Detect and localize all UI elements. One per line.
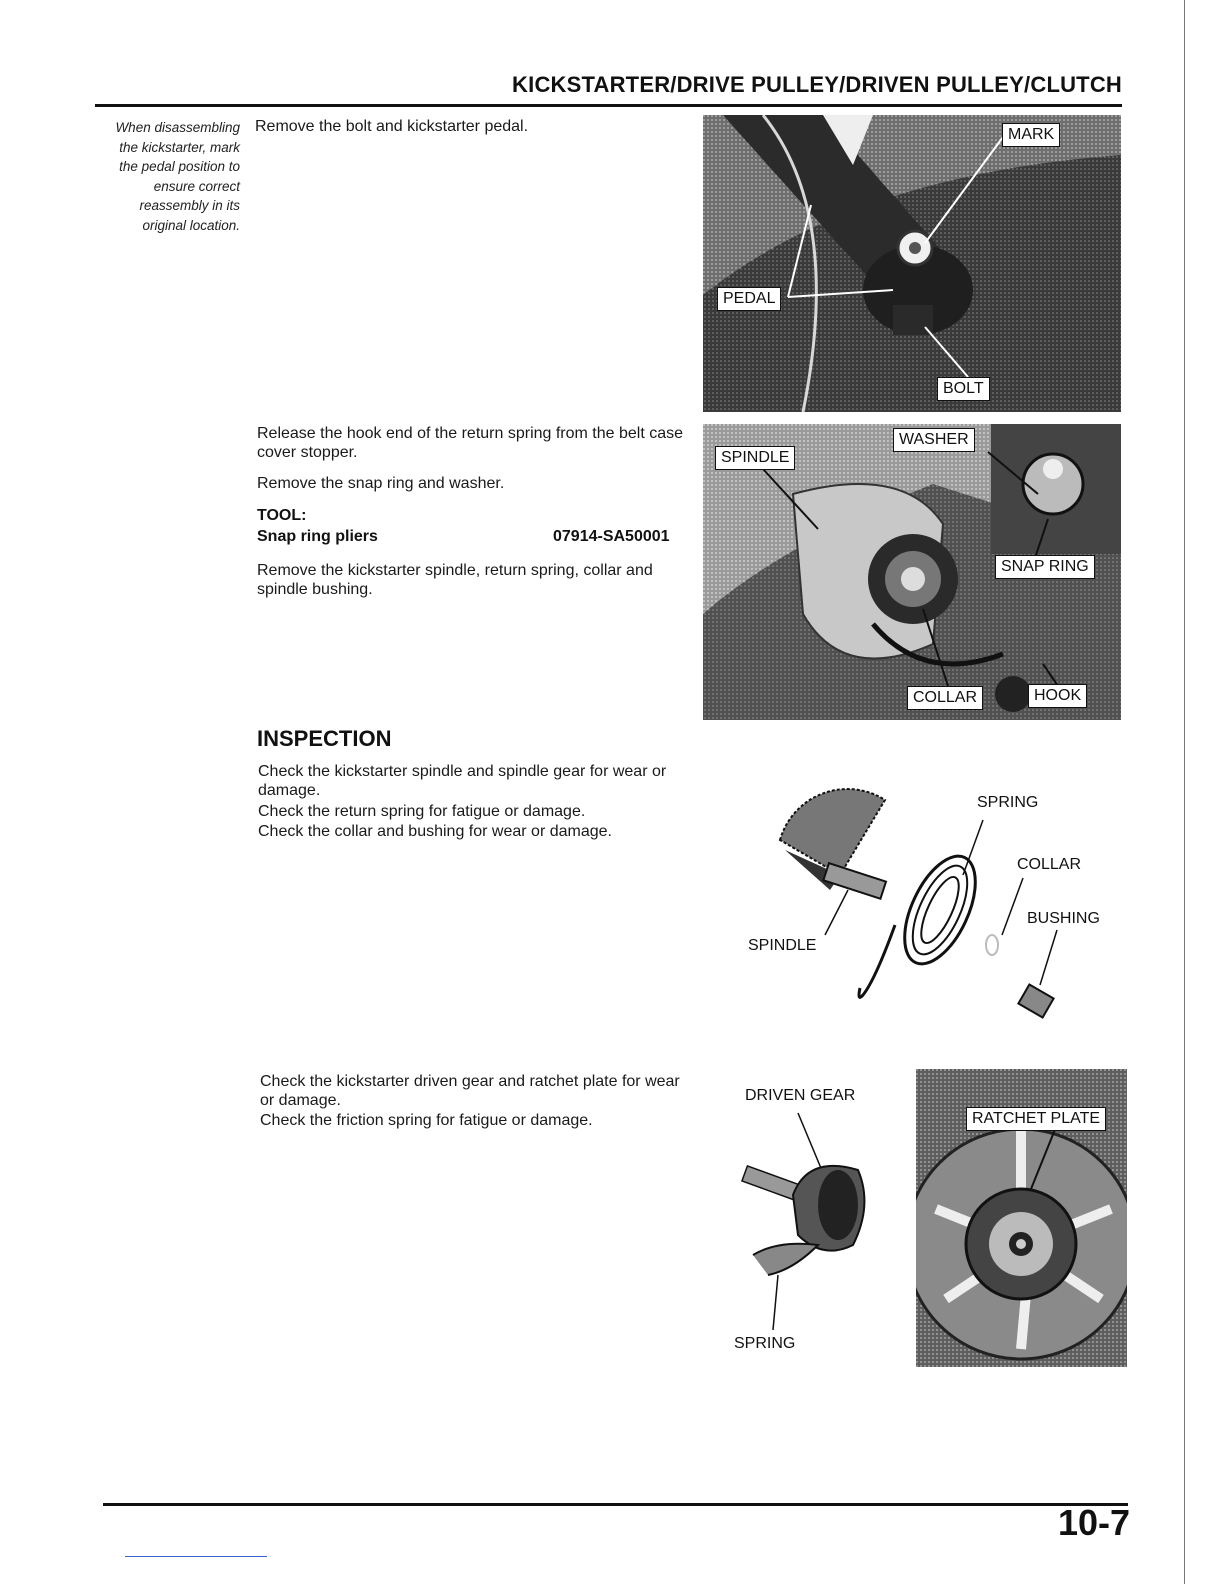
section-title-inspection: INSPECTION <box>257 726 392 751</box>
inspection-line-collar: Check the collar and bushing for wear or damage. <box>258 823 612 840</box>
label-snap-ring: SNAP RING <box>995 555 1095 579</box>
photo-ratchet-plate <box>916 1069 1127 1367</box>
label-collar-photo: COLLAR <box>907 686 983 710</box>
step-remove-spindle: Remove the kickstarter spindle, return spring, collar and spindle bushing. <box>257 562 653 598</box>
check-friction-spring: Check the friction spring for fatigue or damage. <box>260 1112 593 1129</box>
label-bolt: BOLT <box>937 377 990 401</box>
label-spindle-diagram1: SPINDLE <box>748 937 817 954</box>
label-ratchet-plate: RATCHET PLATE <box>966 1107 1106 1131</box>
label-spring-diagram2: SPRING <box>734 1335 796 1352</box>
step-release-hook: Release the hook end of the return spring from the belt case cover stopper. <box>257 425 684 461</box>
step-remove-bolt: Remove the bolt and kickstarter pedal. <box>255 118 529 135</box>
inspection-line-spindle: Check the kickstarter spindle and spindle gear for wear or damage. <box>258 763 667 799</box>
tool-heading: TOOL: <box>257 507 307 524</box>
photo-kickstarter-spindle <box>703 424 1121 720</box>
diagram-driven-gear <box>733 1085 908 1360</box>
label-pedal: PEDAL <box>717 287 781 311</box>
label-bushing-diagram1: BUSHING <box>1027 910 1100 927</box>
footer-blue-line <box>125 1556 267 1557</box>
photo-kickstarter-pedal <box>703 115 1121 412</box>
label-hook: HOOK <box>1028 684 1087 708</box>
check-driven-gear: Check the kickstarter driven gear and ratchet plate for wear or damage. <box>260 1073 680 1109</box>
tool-number: 07914-SA50001 <box>553 528 670 545</box>
photo-pedal-image <box>703 115 1121 412</box>
label-driven-gear: DRIVEN GEAR <box>745 1087 856 1104</box>
label-spindle-photo: SPINDLE <box>715 446 795 470</box>
page-number: 10-7 <box>1057 1502 1130 1543</box>
tool-name: Snap ring pliers <box>257 528 378 545</box>
side-note: When disassembling the kickstarter, mark the pedal position to ensure correct reassembly in its original location. <box>115 120 240 233</box>
step-remove-snap-ring: Remove the snap ring and washer. <box>257 475 505 492</box>
page-right-border <box>1184 0 1185 1584</box>
label-mark: MARK <box>1002 123 1060 147</box>
inspection-line-spring: Check the return spring for fatigue or damage. <box>258 803 586 820</box>
page-header-title: KICKSTARTER/DRIVE PULLEY/DRIVEN PULLEY/CLUTCH <box>512 72 1122 97</box>
label-washer: WASHER <box>893 428 975 452</box>
label-collar-diagram1: COLLAR <box>1017 856 1082 873</box>
header-rule <box>95 104 1122 107</box>
diagram-driven-gear-art <box>733 1085 908 1360</box>
label-spring-diagram1: SPRING <box>977 794 1039 811</box>
footer-rule <box>103 1503 1128 1506</box>
diagram-spindle-parts <box>745 780 1125 1040</box>
